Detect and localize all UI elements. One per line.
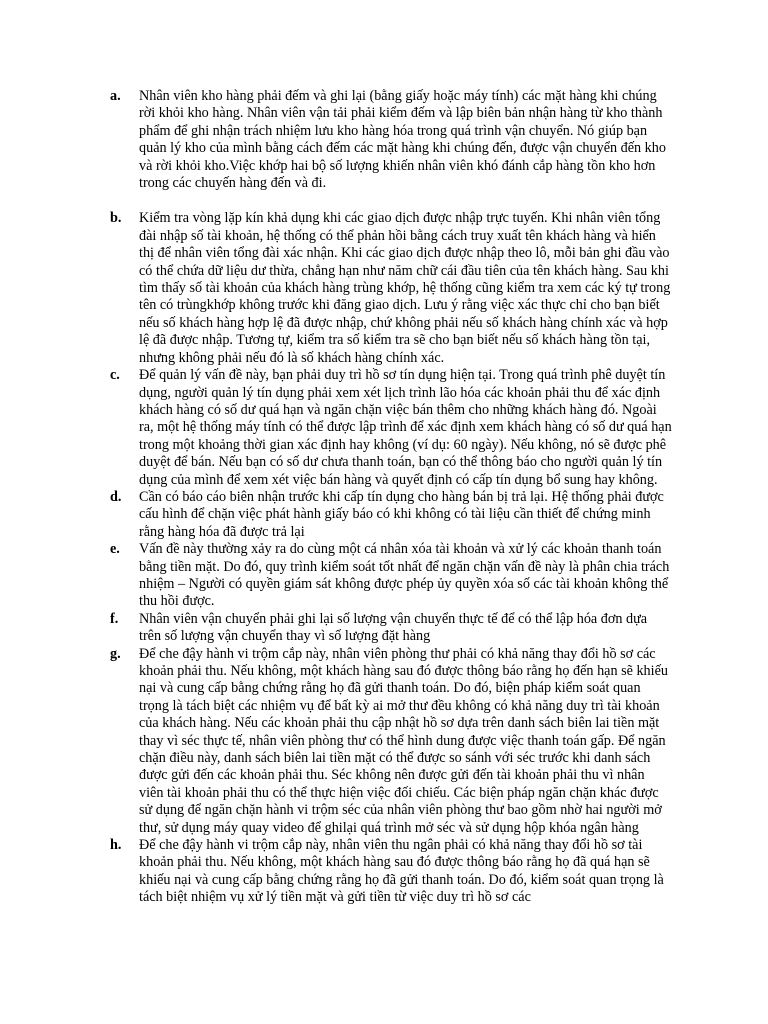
- list-item-g: [110, 646, 672, 837]
- list-item-b: [110, 210, 672, 367]
- item-label: f.: [110, 610, 119, 627]
- item-text: Để che đậy hành vi trộm cắp này, nhân viên phòng thư phải có khả năng thay đổi hồ sơ các khoản phải thu. Nếu không, một khách hàng sau đó được thông báo rằng họ đến hạn sẽ khiếu nại và cung cấp bằng chứng rằng họ đã gửi thanh toán. Do đó, biện pháp kiểm soát quan trọng là tách biệt các nhiệm vụ để bất kỳ ai mở thư đều không có khả năng duy trì tài khoản của khách hàng. Nếu các khoản phải thu cập nhật hồ sơ dựa trên danh sách biên lai tiền mặt thay vì séc thực tế, nhân viên phòng thư có thể hình dung được việc thanh toán gấp. Để ngăn chặn điều này, danh sách biên lai tiền mặt có thể được so sánh với séc trước khi danh sách được gửi đến các khoản phải thu. Séc không nên được gửi đến tài khoản phải thu vì nhân viên tài khoản phải thu có thể thực hiện việc đối chiếu. Các biện pháp ngăn chặn khác được sử dụng để ngăn chặn hành vi trộm séc của nhân viên phòng thư bao gồm nhờ hai người mở thư, sử dụng máy quay video để ghilại quá trình mở séc và sử dụng hộp khóa ngân hàng: [139, 645, 668, 836]
- item-label: g.: [110, 645, 121, 662]
- item-label: e.: [110, 541, 120, 558]
- list-item-h: [110, 837, 672, 907]
- list-item-c: [110, 367, 672, 489]
- item-text: Kiểm tra vòng lặp kín khả dụng khi các giao dịch được nhập trực tuyến. Khi nhân viên tổng đài nhập số tài khoản, hệ thống có thể phản hồi bằng cách truy xuất tên khách hàng và hiển thị để nhân viên tổng đài xác nhận. Khi các giao dịch được nhập theo lô, mỗi bản ghi đầu vào có thể chứa dữ liệu dư thừa, chẳng hạn như năm chữ cái đầu tiên của tên khách hàng. Sau khi tìm thấy số tài khoản của khách hàng trùng khớp, hệ thống cũng kiểm tra xem các ký tự trong tên có trùngkhớp không trước khi đăng giao dịch. Lưu ý rằng việc xác thực chỉ cho bạn biết nếu số khách hàng hợp lệ đã được nhập, chứ không phải nếu số khách hàng chính xác và hợp lệ đã được nhập. Tương tự, kiểm tra số kiểm tra sẽ cho bạn biết nếu số khách hàng tồn tại, nhưng không phải nếu đó là số khách hàng chính xác.: [139, 210, 671, 366]
- list-item-e: [110, 541, 672, 611]
- item-text: Nhân viên vận chuyển phải ghi lại số lượng vận chuyển thực tế để có thể lập hóa đơn dựa trên số lượng vận chuyển thay vì số lượng đặt hàng: [139, 610, 648, 645]
- list-item-f: [110, 611, 672, 646]
- item-text: Cần có báo cáo biên nhận trước khi cấp tín dụng cho hàng bán bị trả lại. Hệ thống phải được cấu hình để chặn việc phát hành giấy báo có khi không có tài liệu cần thiết để chứng minh rằng hàng hóa đã được trả lại: [139, 488, 664, 540]
- item-label: b.: [110, 210, 122, 227]
- item-text: Vấn đề này thường xảy ra do cùng một cá nhân xóa tài khoản và xử lý các khoản thanh toán bằng tiền mặt. Do đó, quy trình kiểm soát tốt nhất để ngăn chặn vấn đề này là phân chia trách nhiệm – Người có quyền giám sát không được phép ủy quyền xóa số các tài khoản không thể thu hồi được.: [139, 541, 670, 610]
- item-label: h.: [110, 837, 122, 854]
- item-text: Để che đậy hành vi trộm cắp này, nhân viên thu ngân phải có khả năng thay đổi hồ sơ tài khoản phải thu. Nếu không, một khách hàng sau đó được thông báo rằng họ đã quá hạn sẽ khiếu nại và cung cấp bằng chứng rằng họ đã gửi thanh toán. Do đó, kiểm soát quan trọng là tách biệt nhiệm vụ xử lý tiền mặt và gửi tiền từ việc duy trì hồ sơ các: [139, 837, 664, 906]
- list-item-d: [110, 489, 672, 541]
- item-label: c.: [110, 367, 120, 384]
- answer-list: [110, 88, 672, 907]
- list-item-a: [110, 88, 672, 192]
- item-text: Nhân viên kho hàng phải đếm và ghi lại (bằng giấy hoặc máy tính) các mặt hàng khi chúng rời khỏi kho hàng. Nhân viên vận tải phải kiểm đếm và lập biên bản nhận hàng từ kho thành phẩm để ghi nhận trách nhiệm lưu kho hàng hóa trong quá trình vận chuyển. Nó giúp bạn quản lý kho của mình bằng cách đếm các mặt hàng khi chúng đến, được vận chuyển đến kho và rời khỏi kho.Việc khớp hai bộ số lượng khiến nhân viên khó đánh cắp hàng tồn kho hơn trong các chuyến hàng đến và đi.: [139, 88, 666, 192]
- item-text: Để quản lý vấn đề này, bạn phải duy trì hồ sơ tín dụng hiện tại. Trong quá trình phê duyệt tín dụng, người quản lý tín dụng phải xem xét lịch trình lão hóa các khoản phải thu để xác định khách hàng có số dư quá hạn và ngăn chặn việc bán thêm cho những khách hàng đó. Ngoài ra, một hệ thống máy tính có thể được lập trình để xác định xem khách hàng có số dư quá hạn trong một khoảng thời gian xác định hay không (ví dụ: 60 ngày). Nếu không, nó sẽ được phê duyệt để bán. Nếu bạn có số dư chưa thanh toán, bạn có thể thông báo cho người quản lý tín dụng của mình để xem xét việc bán hàng và quyết định có cấp tín dụng bổ sung hay không.: [139, 367, 672, 488]
- item-label: d.: [110, 488, 122, 505]
- item-label: a.: [110, 88, 121, 104]
